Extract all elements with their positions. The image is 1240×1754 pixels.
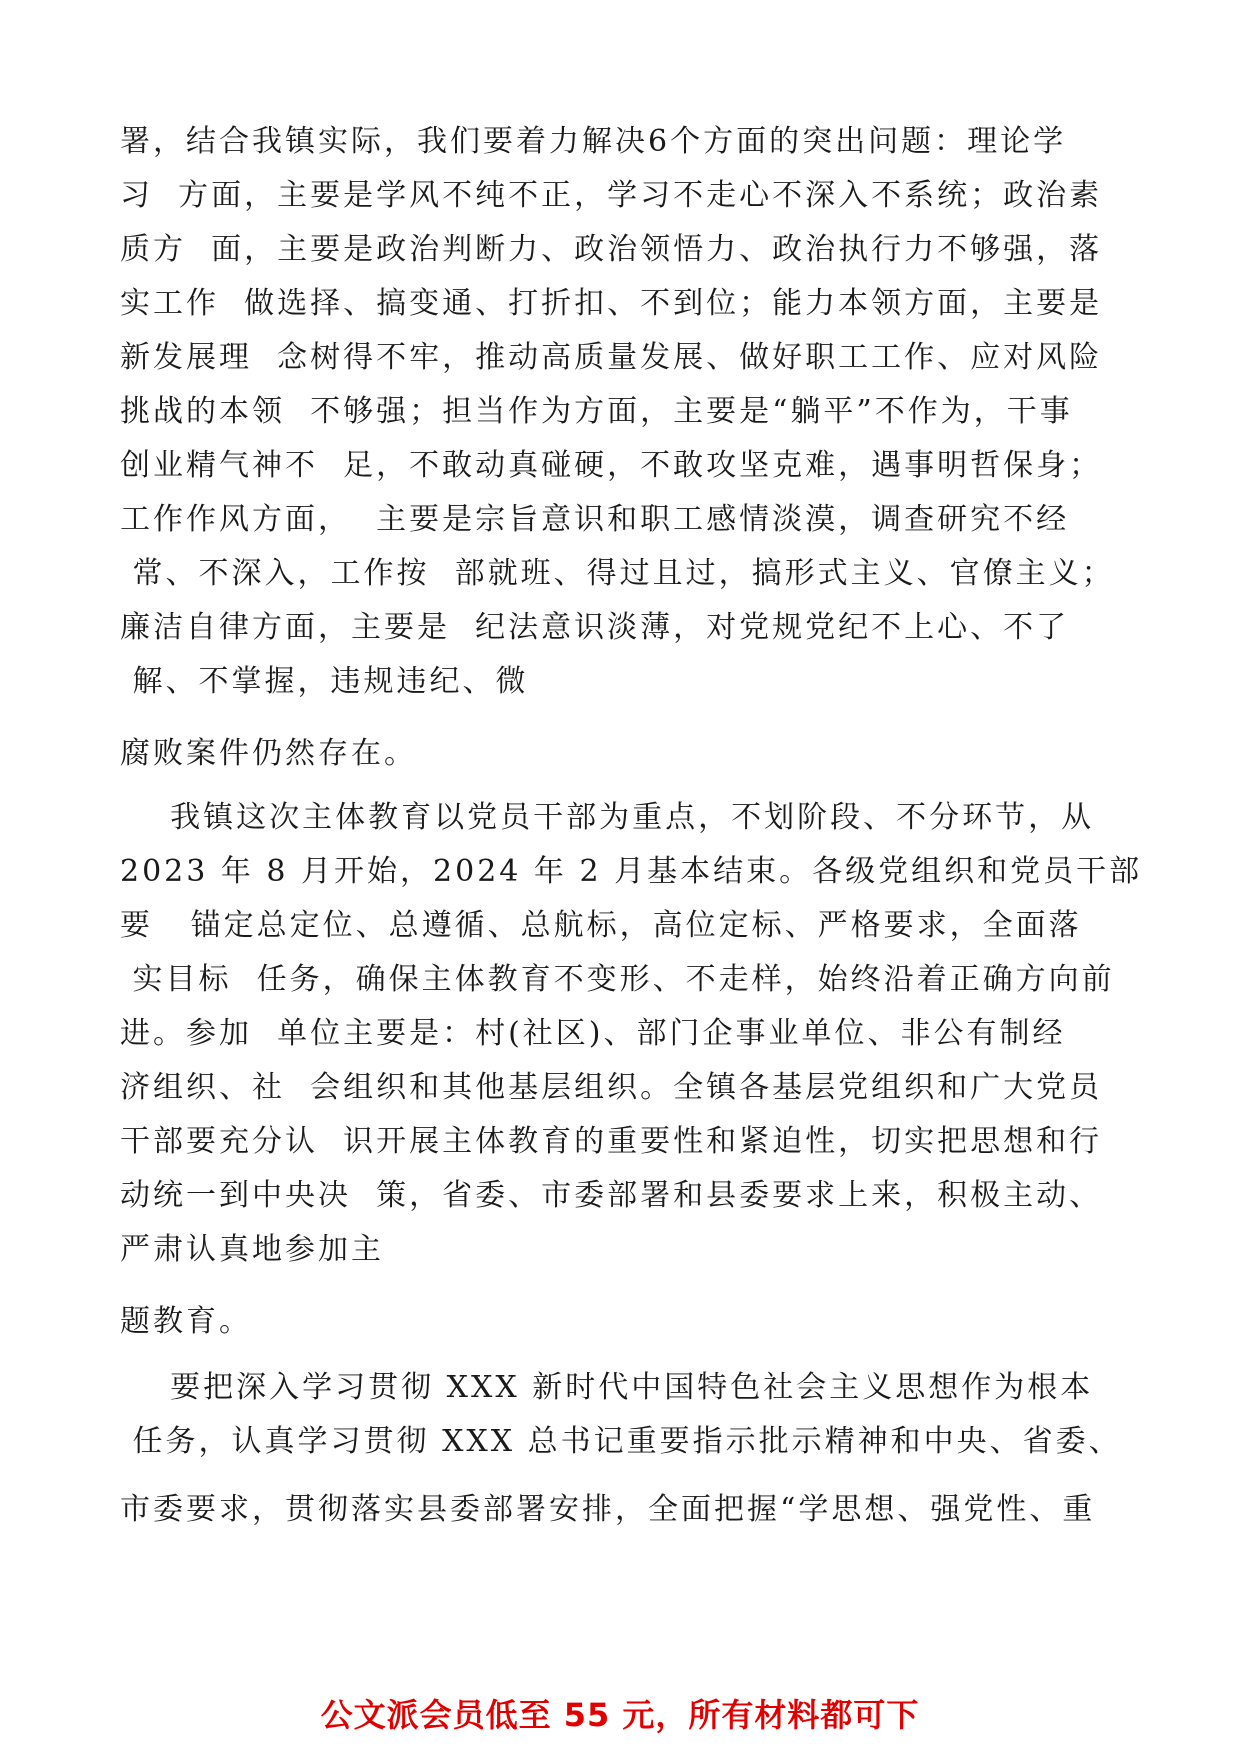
text-line: 署，结合我镇实际，我们要着力解决6个方面的突出问题：理论学 — [120, 124, 1067, 159]
text-line: 常、不深入，工作按 部就班、得过且过，搞形式主义、官僚主义； — [120, 556, 1115, 591]
text-line: 题教育。 — [120, 1304, 252, 1339]
text-line: 2023 年 8 月开始，2024 年 2 月基本结束。各级党组织和党员干部 — [120, 854, 1143, 889]
text-line: 廉洁自律方面，主要是 纪法意识淡薄，对党规党纪不上心、不了 — [120, 610, 1070, 645]
footer-promo-text: 公文派会员低至 55 元，所有材料都可下 — [320, 1696, 920, 1734]
text-line: 要 锚定总定位、总遵循、总航标，高位定标、严格要求，全面落 — [120, 908, 1082, 943]
text-line: 进。参加 单位主要是：村(社区)、部门企事业单位、非公有制经 — [120, 1016, 1066, 1051]
text-line: 习 方面，主要是学风不纯不正，学习不走心不深入不系统；政治素 — [120, 178, 1103, 213]
text-line: 质方 面，主要是政治判断力、政治领悟力、政治执行力不够强，落 — [120, 232, 1103, 267]
text-line: 市委要求，贯彻落实县委部署安排，全面把握“学思想、强党性、重 — [120, 1492, 1096, 1527]
text-line: 创业精气神不 足，不敢动真碰硬，不敢攻坚克难，遇事明哲保身； — [120, 448, 1103, 483]
text-line: 济组织、社 会组织和其他基层组织。全镇各基层党组织和广大党员 — [120, 1070, 1103, 1105]
text-line: 任务，认真学习贯彻 XXX 总书记重要指示批示精神和中央、省委、 — [120, 1424, 1122, 1459]
text-line: 挑战的本领 不够强；担当作为方面，主要是“躺平”不作为，干事 — [120, 394, 1073, 429]
text-line: 实工作 做选择、搞变通、打折扣、不到位；能力本领方面，主要是 — [120, 286, 1103, 321]
text-line: 我镇这次主体教育以党员干部为重点，不划阶段、不分环节，从 — [120, 800, 1095, 835]
text-line: 要把深入学习贯彻 XXX 新时代中国特色社会主义思想作为根本 — [120, 1370, 1094, 1405]
text-line: 解、不掌握，违规违纪、微 — [120, 664, 529, 699]
text-line: 工作作风方面， 主要是宗旨意识和职工感情淡漠，调查研究不经 — [120, 502, 1070, 537]
text-line: 严肃认真地参加主 — [120, 1232, 384, 1267]
text-line: 新发展理 念树得不牢，推动高质量发展、做好职工工作、应对风险 — [120, 340, 1103, 375]
text-line: 腐败案件仍然存在。 — [120, 736, 417, 771]
text-line: 实目标 任务，确保主体教育不变形、不走样，始终沿着正确方向前 — [120, 962, 1115, 997]
text-line: 干部要充分认 识开展主体教育的重要性和紧迫性，切实把思想和行 — [120, 1124, 1103, 1159]
text-line: 动统一到中央决 策，省委、市委部署和县委要求上来，积极主动、 — [120, 1178, 1103, 1213]
